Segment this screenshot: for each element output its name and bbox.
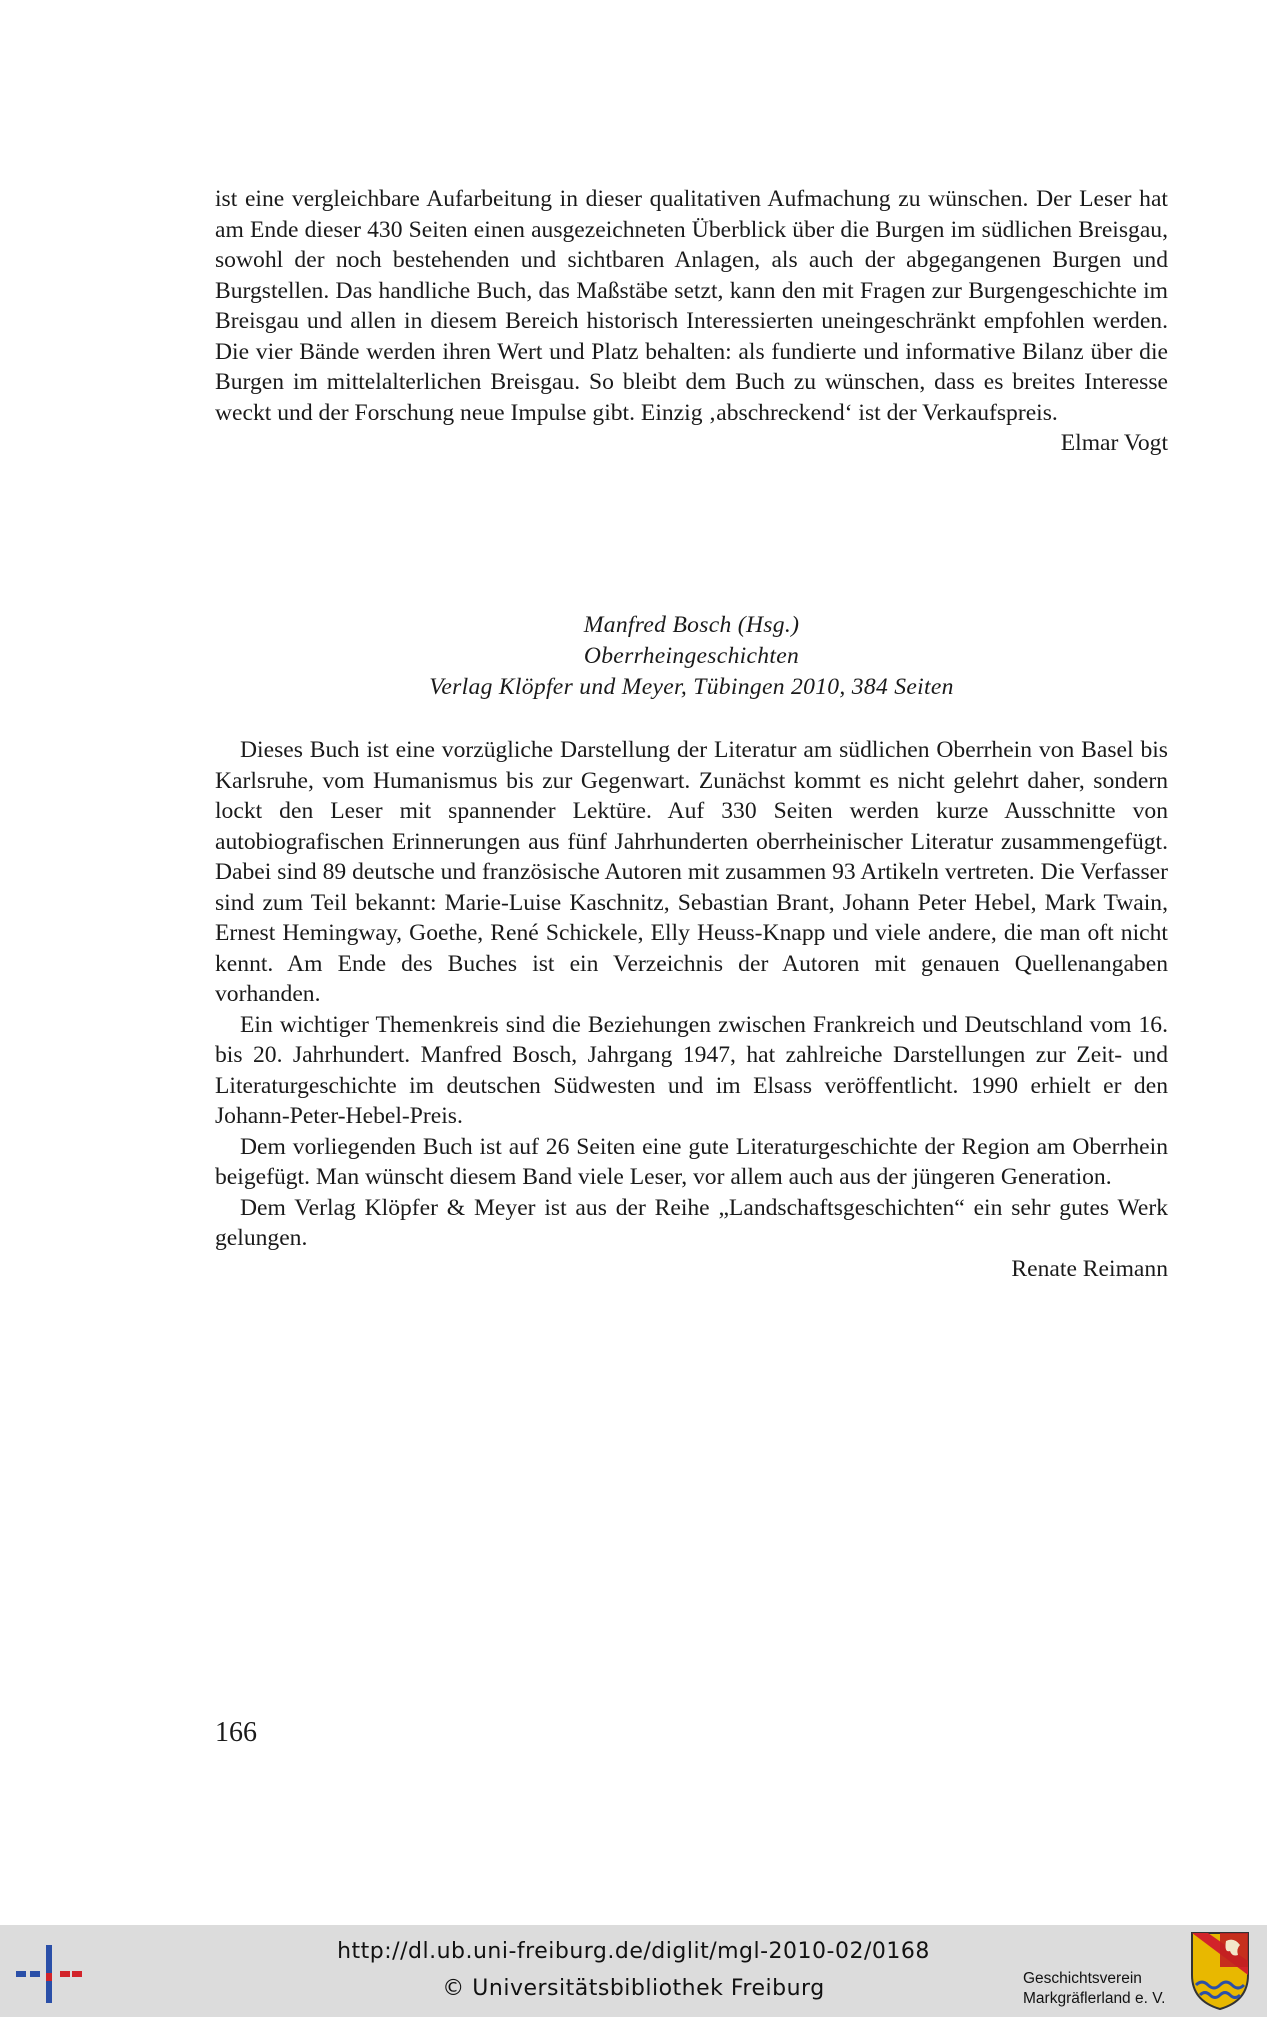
review-2-paragraph: Dieses Buch ist eine vorzügliche Darstellung der Literatur am südlichen Oberrhein von Basel bis Karlsruhe, vom Humanismus bis zur Gegenwart. Zunächst kommt es nicht gelehrt daher, sondern lockt den Leser mit spannender Lektüre. Auf 330 Seiten werden kurze Ausschnitte von autobiografischen Erinnerungen aus fünf Jahrhunderten oberrheinischer Literatur zusammengefügt. Dabei sind 89 deutsche und französische Autoren mit zusammen 93 Artikeln vertreten. Die Verfasser sind zum Teil bekannt: Marie-Luise Kaschnitz, Sebastian Brant, Johann Peter Hebel, Mark Twain, Ernest Hemingway, Goethe, René Schickele, Elly Heuss-Knapp und viele andere, die man oft nicht kennt. Am Ende des Buches ist ein Verzeichnis der Autoren mit genauen Quellenangaben vorhanden. bbox=[215, 737, 1168, 1007]
review-2-heading bbox=[215, 610, 1168, 703]
review-2-paragraph: Dem vorliegenden Buch ist auf 26 Seiten eine gute Literaturgeschichte der Region am Oberrhein beigefügt. Man wünscht diesem Band viele Leser, vor allem auch aus der jüngeren Generation. bbox=[215, 1133, 1168, 1190]
publisher-info: Verlag Klöpfer und Meyer, Tübingen 2010, 384 Seiten bbox=[429, 674, 954, 700]
society-name bbox=[1023, 1969, 1165, 2009]
document-url-link[interactable]: http://dl.ub.uni-freiburg.de/diglit/mgl-2010-02/0168 bbox=[337, 1939, 930, 1964]
review-1-body bbox=[215, 184, 1168, 459]
society-name-line1: Geschichtsverein bbox=[1023, 1970, 1142, 1987]
society-crest-icon[interactable] bbox=[1190, 1931, 1250, 2011]
copyright-text: © Universitätsbibliothek Freiburg bbox=[442, 1976, 825, 2001]
review-1-author: Elmar Vogt bbox=[1060, 430, 1168, 456]
review-2-author: Renate Reimann bbox=[1011, 1255, 1168, 1282]
book-title: Oberrheingeschichten bbox=[583, 643, 800, 669]
review-2-paragraph: Ein wichtiger Themenkreis sind die Beziehungen zwischen Frankreich und Deutschland vom 16. bis 20. Jahrhundert. Manfred Bosch, Jahrgang 1947, hat zahlreiche Darstellungen zur Zeit- und Literaturgeschichte im deutschen Südwesten und im Elsass veröffentlicht. 1990 erhielt er den Johann-Peter-Hebel-Preis. bbox=[215, 1011, 1168, 1129]
review-2-body bbox=[215, 735, 1168, 1284]
viewer-footer bbox=[0, 1925, 1267, 2017]
review-2-paragraph: Dem Verlag Klöpfer & Meyer ist aus der Reihe „Landschaftsgeschichten“ ein sehr gutes Werk gelungen. bbox=[215, 1194, 1168, 1251]
society-name-line2: Markgräflerland e. V. bbox=[1023, 1990, 1166, 2007]
book-author: Manfred Bosch (Hsg.) bbox=[583, 612, 800, 638]
page-number: 166 bbox=[215, 1717, 257, 1748]
review-1-paragraph: ist eine vergleichbare Aufarbeitung in dieser qualitativen Aufmachung zu wünschen. Der Leser hat am Ende dieser 430 Seiten einen ausgezeichneten Überblick über die Burgen im südlichen Breisgau, sowohl der noch bestehenden und sichtbaren Anlagen, als auch der abgegangenen Burgen und Burgstellen. Das handliche Buch, das Maßstäbe setzt, kann den mit Fragen zur Burgengeschichte im Breisgau und allen in diesem Bereich historisch Interessierten uneingeschränkt empfohlen werden. Die vier Bände werden ihren Wert und Platz behalten: als fundierte und informative Bilanz über die Burgen im mittelalterlichen Breisgau. So bleibt dem Buch zu wünschen, dass es breites Interesse weckt und der Forschung neue Impulse gibt. Einzig ‚abschreckend‘ ist der Verkaufspreis. bbox=[215, 186, 1168, 426]
